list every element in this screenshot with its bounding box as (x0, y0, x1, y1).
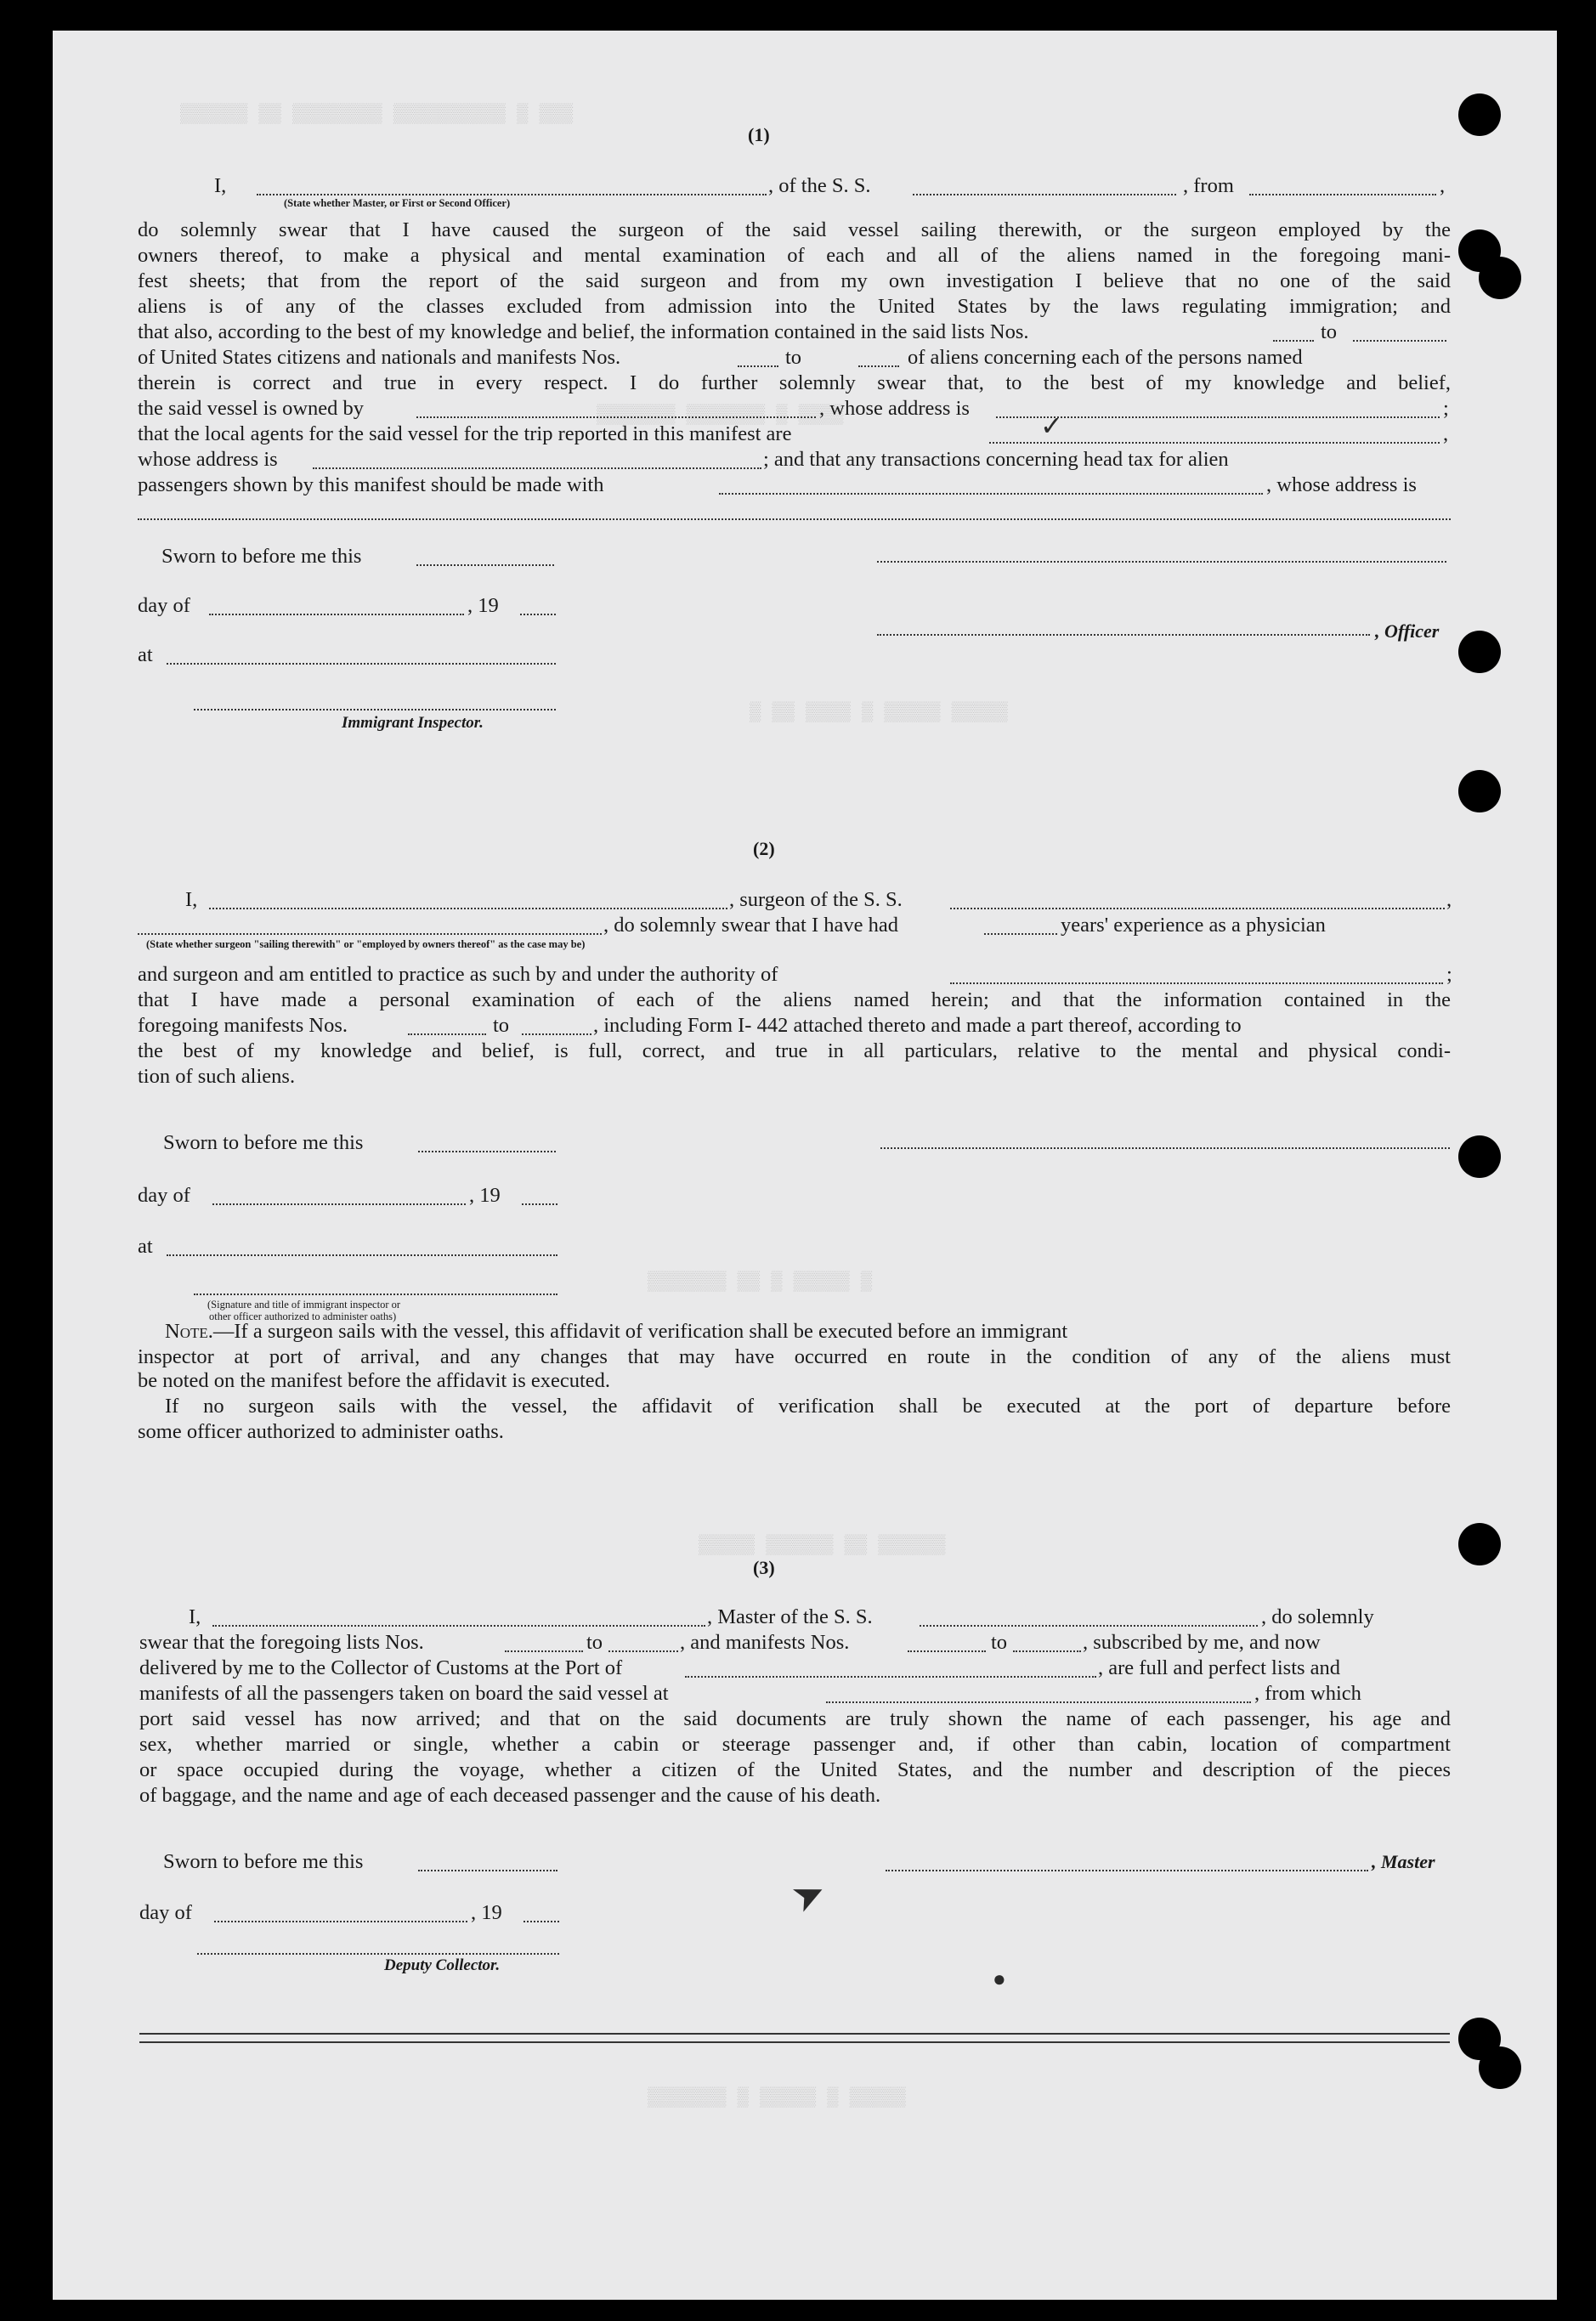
oath-1-line-1: do solemnly swear that I have caused the surgeon of the said vessel sailing therewith, or the surgeon employed by the (138, 218, 1451, 241)
oath-1-line-8a: the said vessel is owned by (138, 397, 365, 420)
oath-3-line-5: port said vessel has now arrived; and that on the said documents are truly shown the name of each passenger, his age and (139, 1707, 1451, 1730)
collector-signature-line[interactable] (197, 1953, 559, 1955)
owner-field[interactable] (416, 416, 816, 418)
master-lists-from-field[interactable] (505, 1650, 583, 1652)
sworn-3-date-field[interactable] (418, 1870, 557, 1871)
at-1-field[interactable] (167, 663, 556, 665)
note-line-5: some officer authorized to administer oaths. (138, 1420, 504, 1443)
oath-3-line-2e: , subscribed by me, and now (1083, 1631, 1321, 1654)
punch-hole-4 (1458, 631, 1501, 673)
form-page: ▒▒▒▒▒▒ ▒▒ ▒▒▒▒▒▒▒▒ ▒▒▒▒▒▒▒▒▒▒ ▒ ▒▒▒ ▒▒▒▒▒▒▒ ▒▒▒▒▒▒▒ ▒ ▒▒▒▒ ▒ ▒▒ ▒▒▒▒ ▒ ▒▒▒▒▒ ▒▒▒▒▒ ▒▒▒▒▒▒▒ ▒▒ ▒ ▒▒▒▒▒ ▒ ▒▒▒▒▒ ▒▒▒▒▒▒ ▒▒ ▒▒▒▒▒▒ ▒▒▒▒▒▒▒ ▒ ▒▒▒▒▒ ▒ ▒▒▒▒▒ (1) I, (State whether Master, or First or Second Officer) , of the S. S. , from , do solemnly swear that I have caused the surgeon of the said vessel sailing therewith, or the surgeon employed by the owners thereof, to make a physical and mental examination of each and all of the aliens named in the foregoing mani- fest sheets; that from the report of the said surgeon and from my own investigation I believe that no one of the said aliens is of any of the classes excluded from admission into the United States by the laws regulating immigration; and that also, according to the best of my knowledge and belief, the information contained in the said lists Nos. to of United States citizens and nationals and manifests Nos. to of aliens concerning each of the persons named therein is correct and true in every respect. I do further solemnly swear that, to the best of my knowledge and belief, the said vessel is owned by , whose address is ; that the local agents for the said vessel for the trip reported in this manifest are , whose address is ; and that any transactions concerning head tax for alien passengers shown by this manifest should be made with , whose address is Sworn to before me this day of , 19 at , Officer Immigrant Inspector. (2) I, , surgeon of the S. S. , , do solemnly swear that I have had years' experience as a physician (State whether surgeon "sailing therewith" or "employed by owners thereof" as the case may be) and surgeon and am entitled to practice as such by and under the authority of ; that I have made a personal examination of each of the aliens named herein; and that the information contained in the foregoing manifests Nos. to , including Form I- 442 attached thereto and made a part thereof, according to the best of my knowledge and belief, is full, correct, and true in all particulars, relative to the mental and physical condi- tion of such aliens. Sworn to before me this day of , 19 at (Signature and title of immigrant inspector or other officer authorized to administer oaths) Note.—If a surgeon sails with the vessel, this affidavit of verification shall be executed before an immigrant inspector at port of arrival, and any changes that may have occurred en route in the condition of any of the aliens must be noted on the manifest before the affidavit is executed. If no surgeon sails with the vessel, the affidavit of verification shall be executed at the port of departure before some officer authorized to administer oaths. (3) I, , Master of the S. S. , do solemnly swear that the foregoing lists Nos. to , and manifests Nos. to , subscribed by me, and now delivered by me to the Collector of Customs at the Port of , are full and perfect lists and manifests of all the passengers taken on board the said vessel at , from which port said vessel has now arrived; and that on the said documents are truly shown the name of each passenger, his age and sex, whether married or single, whether a cabin or steerage passenger and, if other than cabin, location of compartment or space occupied during the voyage, whether a citizen of the United States, and the number and description of the pieces of baggage, and the name and age of each deceased passenger and the cause of his death. Sworn to before me this , Master day of , 19 Deputy Collector. ✓ ➤ ● (53, 31, 1557, 2300)
from-end: , (1440, 174, 1446, 197)
oath-3-line-6: sex, whether married or single, whether a cabin or steerage passenger and, if other than cabin, location of compartment (139, 1733, 1451, 1756)
sworn-1-date-field[interactable] (416, 564, 554, 566)
day-of-3-field[interactable] (214, 1921, 467, 1922)
from-label: , from (1183, 174, 1234, 197)
sworn-1-label: Sworn to before me this (161, 545, 362, 568)
agents-address-field[interactable] (313, 467, 761, 469)
sworn-3-label: Sworn to before me this (163, 1850, 364, 1873)
oath-2-line-2a: , do solemnly swear that I have had (603, 914, 898, 937)
surgeon-status-field[interactable] (138, 933, 602, 935)
note-text-1: —If a surgeon sails with the vessel, this affidavit of verification shall be executed before an immigrant (212, 1320, 1068, 1343)
from-port-field[interactable] (1249, 194, 1436, 195)
manifests-to-field[interactable] (858, 365, 899, 367)
surgeon-name-field[interactable] (209, 908, 727, 909)
oath-1-line-4: aliens is of any of the classes excluded from admission into the United States by the laws regulating immigration; and (138, 295, 1451, 318)
master-name-field[interactable] (212, 1625, 705, 1627)
master-manifests-to-field[interactable] (1013, 1650, 1081, 1652)
surgeon-manifests-to-field[interactable] (522, 1033, 591, 1035)
oath-1-line-9b: , (1443, 422, 1449, 445)
lists-to-field[interactable] (1353, 340, 1446, 342)
year-3-field[interactable] (524, 1921, 559, 1922)
year-1-label: , 19 (467, 594, 499, 617)
master-vessel-field[interactable] (920, 1625, 1258, 1627)
oath-1-line-10b: ; and that any transactions concerning head tax for alien (763, 448, 1229, 471)
year-3-label: , 19 (471, 1901, 502, 1924)
oath-2-line-5a: foregoing manifests Nos. (138, 1014, 348, 1037)
oath-1-line-6c: of aliens concerning each of the persons named (908, 346, 1303, 369)
oath-2-line-5c: , including Form I- 442 attached thereto and made a part thereof, according to (593, 1014, 1242, 1037)
officer-signature-line-2[interactable] (877, 634, 1370, 636)
at-2-label: at (138, 1235, 153, 1258)
oath-3-line-3b: , are full and perfect lists and (1098, 1656, 1341, 1679)
port-of-arrival-field[interactable] (685, 1676, 1096, 1678)
section-3-i: I, (189, 1605, 201, 1628)
oath-3-line-2a: swear that the foregoing lists Nos. (139, 1631, 424, 1654)
day-of-1-field[interactable] (209, 614, 464, 615)
officer-name-field[interactable] (257, 194, 767, 195)
oath-1-line-3: fest sheets; that from the report of the said surgeon and from my own investigation I believe that no one of the said (138, 269, 1451, 292)
deputy-collector-label: Deputy Collector. (384, 1956, 501, 1974)
bottom-rule-1 (139, 2033, 1450, 2035)
section-1-i: I, (214, 174, 227, 197)
surgeon-vessel-field[interactable] (950, 908, 1445, 909)
master-label: , Master (1372, 1851, 1435, 1872)
section-2-i: I, (185, 888, 198, 911)
note-line-1 (165, 1319, 1067, 1344)
ink-arrow-mark: ➤ (784, 1868, 833, 1922)
oath-1-line-11a: passengers shown by this manifest should be made with (138, 473, 604, 496)
oath-3-line-2d: to (991, 1631, 1008, 1654)
local-agents-field[interactable] (989, 442, 1440, 444)
master-manifests-from-field[interactable] (908, 1650, 986, 1652)
surgeon-caption: (State whether surgeon "sailing therewith" or "employed by owners thereof" as the case may be) (146, 938, 586, 950)
surgeon-signature-line[interactable] (880, 1147, 1450, 1149)
punch-hole-5 (1458, 770, 1501, 812)
oath-3-line-7: or space occupied during the voyage, whether a citizen of the United States, and the number and description of the pieces (139, 1758, 1451, 1781)
inspector-signature-line[interactable] (194, 709, 556, 710)
lists-from-field[interactable] (1273, 340, 1314, 342)
punch-hole-7 (1458, 1523, 1501, 1565)
oath-1-line-5a: that also, according to the best of my knowledge and belief, the information contained in the said lists Nos. (138, 320, 1029, 343)
oath-3-line-2c: , and manifests Nos. (680, 1631, 850, 1654)
officer-label: , Officer (1375, 620, 1440, 642)
day-of-2-label: day of (138, 1184, 190, 1207)
sig-caption-line-1: (Signature and title of immigrant inspector or (207, 1299, 401, 1311)
master-line-end: , do solemnly (1261, 1605, 1374, 1628)
punch-hole-3 (1479, 257, 1521, 299)
practice-authority-field[interactable] (950, 982, 1443, 984)
year-2-label: , 19 (469, 1184, 501, 1207)
oath-2-line-2b: years' experience as a physician (1061, 914, 1326, 937)
oath-2-line-5b: to (493, 1014, 510, 1037)
oath-1-line-11b: , whose address is (1266, 473, 1417, 496)
head-tax-address-field[interactable] (138, 518, 1451, 520)
note-label: Note. (165, 1320, 213, 1343)
note-line-4: If no surgeon sails with the vessel, the affidavit of verification shall be executed at the port of departure before (165, 1395, 1451, 1418)
oath-1-line-2: owners thereof, to make a physical and mental examination of each and all of the aliens named in the foregoing mani- (138, 244, 1451, 267)
master-lists-to-field[interactable] (608, 1650, 678, 1652)
immigrant-inspector-label: Immigrant Inspector. (342, 714, 484, 732)
oath-2-line-3a: and surgeon and am entitled to practice as such by and under the authority of (138, 963, 778, 986)
oath-1-line-8c: ; (1443, 397, 1449, 420)
oath-2-line-7: tion of such aliens. (138, 1065, 296, 1088)
year-1-field[interactable] (520, 614, 556, 615)
of-ss-label: , of the S. S. (768, 174, 871, 197)
punch-hole-6 (1458, 1135, 1501, 1178)
oath-2-line-6: the best of my knowledge and belief, is full, correct, and true in all particulars, relative to the mental and physical condi- (138, 1039, 1451, 1062)
oath-1-line-6a: of United States citizens and nationals and manifests Nos. (138, 346, 621, 369)
port-of-embarkation-field[interactable] (826, 1701, 1251, 1703)
surgeon-manifests-from-field[interactable] (408, 1033, 486, 1035)
oath-3-line-2b: to (586, 1631, 603, 1654)
officer-signature-line-1[interactable] (877, 561, 1446, 563)
day-of-3-label: day of (139, 1901, 192, 1924)
sworn-2-date-field[interactable] (418, 1151, 556, 1152)
oath-2-line-4: that I have made a personal examination of each of the aliens named herein; and that the information contained in the (138, 988, 1451, 1011)
oath-officer-signature-line[interactable] (194, 1294, 557, 1295)
oath-1-line-6b: to (785, 346, 802, 369)
master-of-ss-label: , Master of the S. S. (707, 1605, 873, 1628)
oath-1-line-5b: to (1321, 320, 1338, 343)
note-line-2: inspector at port of arrival, and any changes that may have occurred en route in the condition of any of the aliens must (138, 1345, 1451, 1368)
manifests-from-field[interactable] (738, 365, 778, 367)
note-line-3: be noted on the manifest before the affidavit is executed. (138, 1369, 611, 1392)
section-3-number: (3) (753, 1557, 775, 1578)
oath-1-line-8b: , whose address is (819, 397, 970, 420)
surgeon-of-ss-label: , surgeon of the S. S. (729, 888, 903, 911)
oath-1-line-9a: that the local agents for the said vessel for the trip reported in this manifest are (138, 422, 792, 445)
years-experience-field[interactable] (984, 933, 1057, 935)
oath-3-line-4a: manifests of all the passengers taken on board the said vessel at (139, 1682, 669, 1705)
oath-1-line-10a: whose address is (138, 448, 278, 471)
oath-3-line-3a: delivered by me to the Collector of Customs at the Port of (139, 1656, 623, 1679)
sig-caption-line-2: other officer authorized to administer oaths) (209, 1311, 397, 1322)
sworn-2-label: Sworn to before me this (163, 1131, 364, 1154)
year-2-field[interactable] (522, 1203, 557, 1205)
ink-check-mark: ✓ (1040, 410, 1063, 441)
oath-2-line-3b: ; (1446, 963, 1452, 986)
head-tax-party-field[interactable] (719, 493, 1263, 495)
day-of-2-field[interactable] (212, 1203, 466, 1205)
oath-1-line-7: therein is correct and true in every respect. I do further solemnly swear that, to the best of my knowledge and belief, (138, 371, 1451, 394)
master-signature-line[interactable] (886, 1870, 1368, 1871)
section-2-number: (2) (753, 838, 775, 859)
at-1-label: at (138, 643, 153, 666)
punch-hole-9 (1479, 2046, 1521, 2089)
bottom-rule-2 (139, 2041, 1450, 2043)
vessel-name-field[interactable] (913, 194, 1176, 195)
oath-3-line-4b: , from which (1254, 1682, 1361, 1705)
section-1-number: (1) (748, 124, 770, 145)
surgeon-line-end: , (1446, 888, 1452, 911)
day-of-1-label: day of (138, 594, 190, 617)
officer-caption: (State whether Master, or First or Second Officer) (284, 197, 511, 209)
punch-hole-1 (1458, 93, 1501, 136)
ink-dot: ● (993, 1967, 1006, 1991)
at-2-field[interactable] (167, 1254, 557, 1256)
oath-3-line-8: of baggage, and the name and age of each deceased passenger and the cause of his death. (139, 1784, 881, 1807)
